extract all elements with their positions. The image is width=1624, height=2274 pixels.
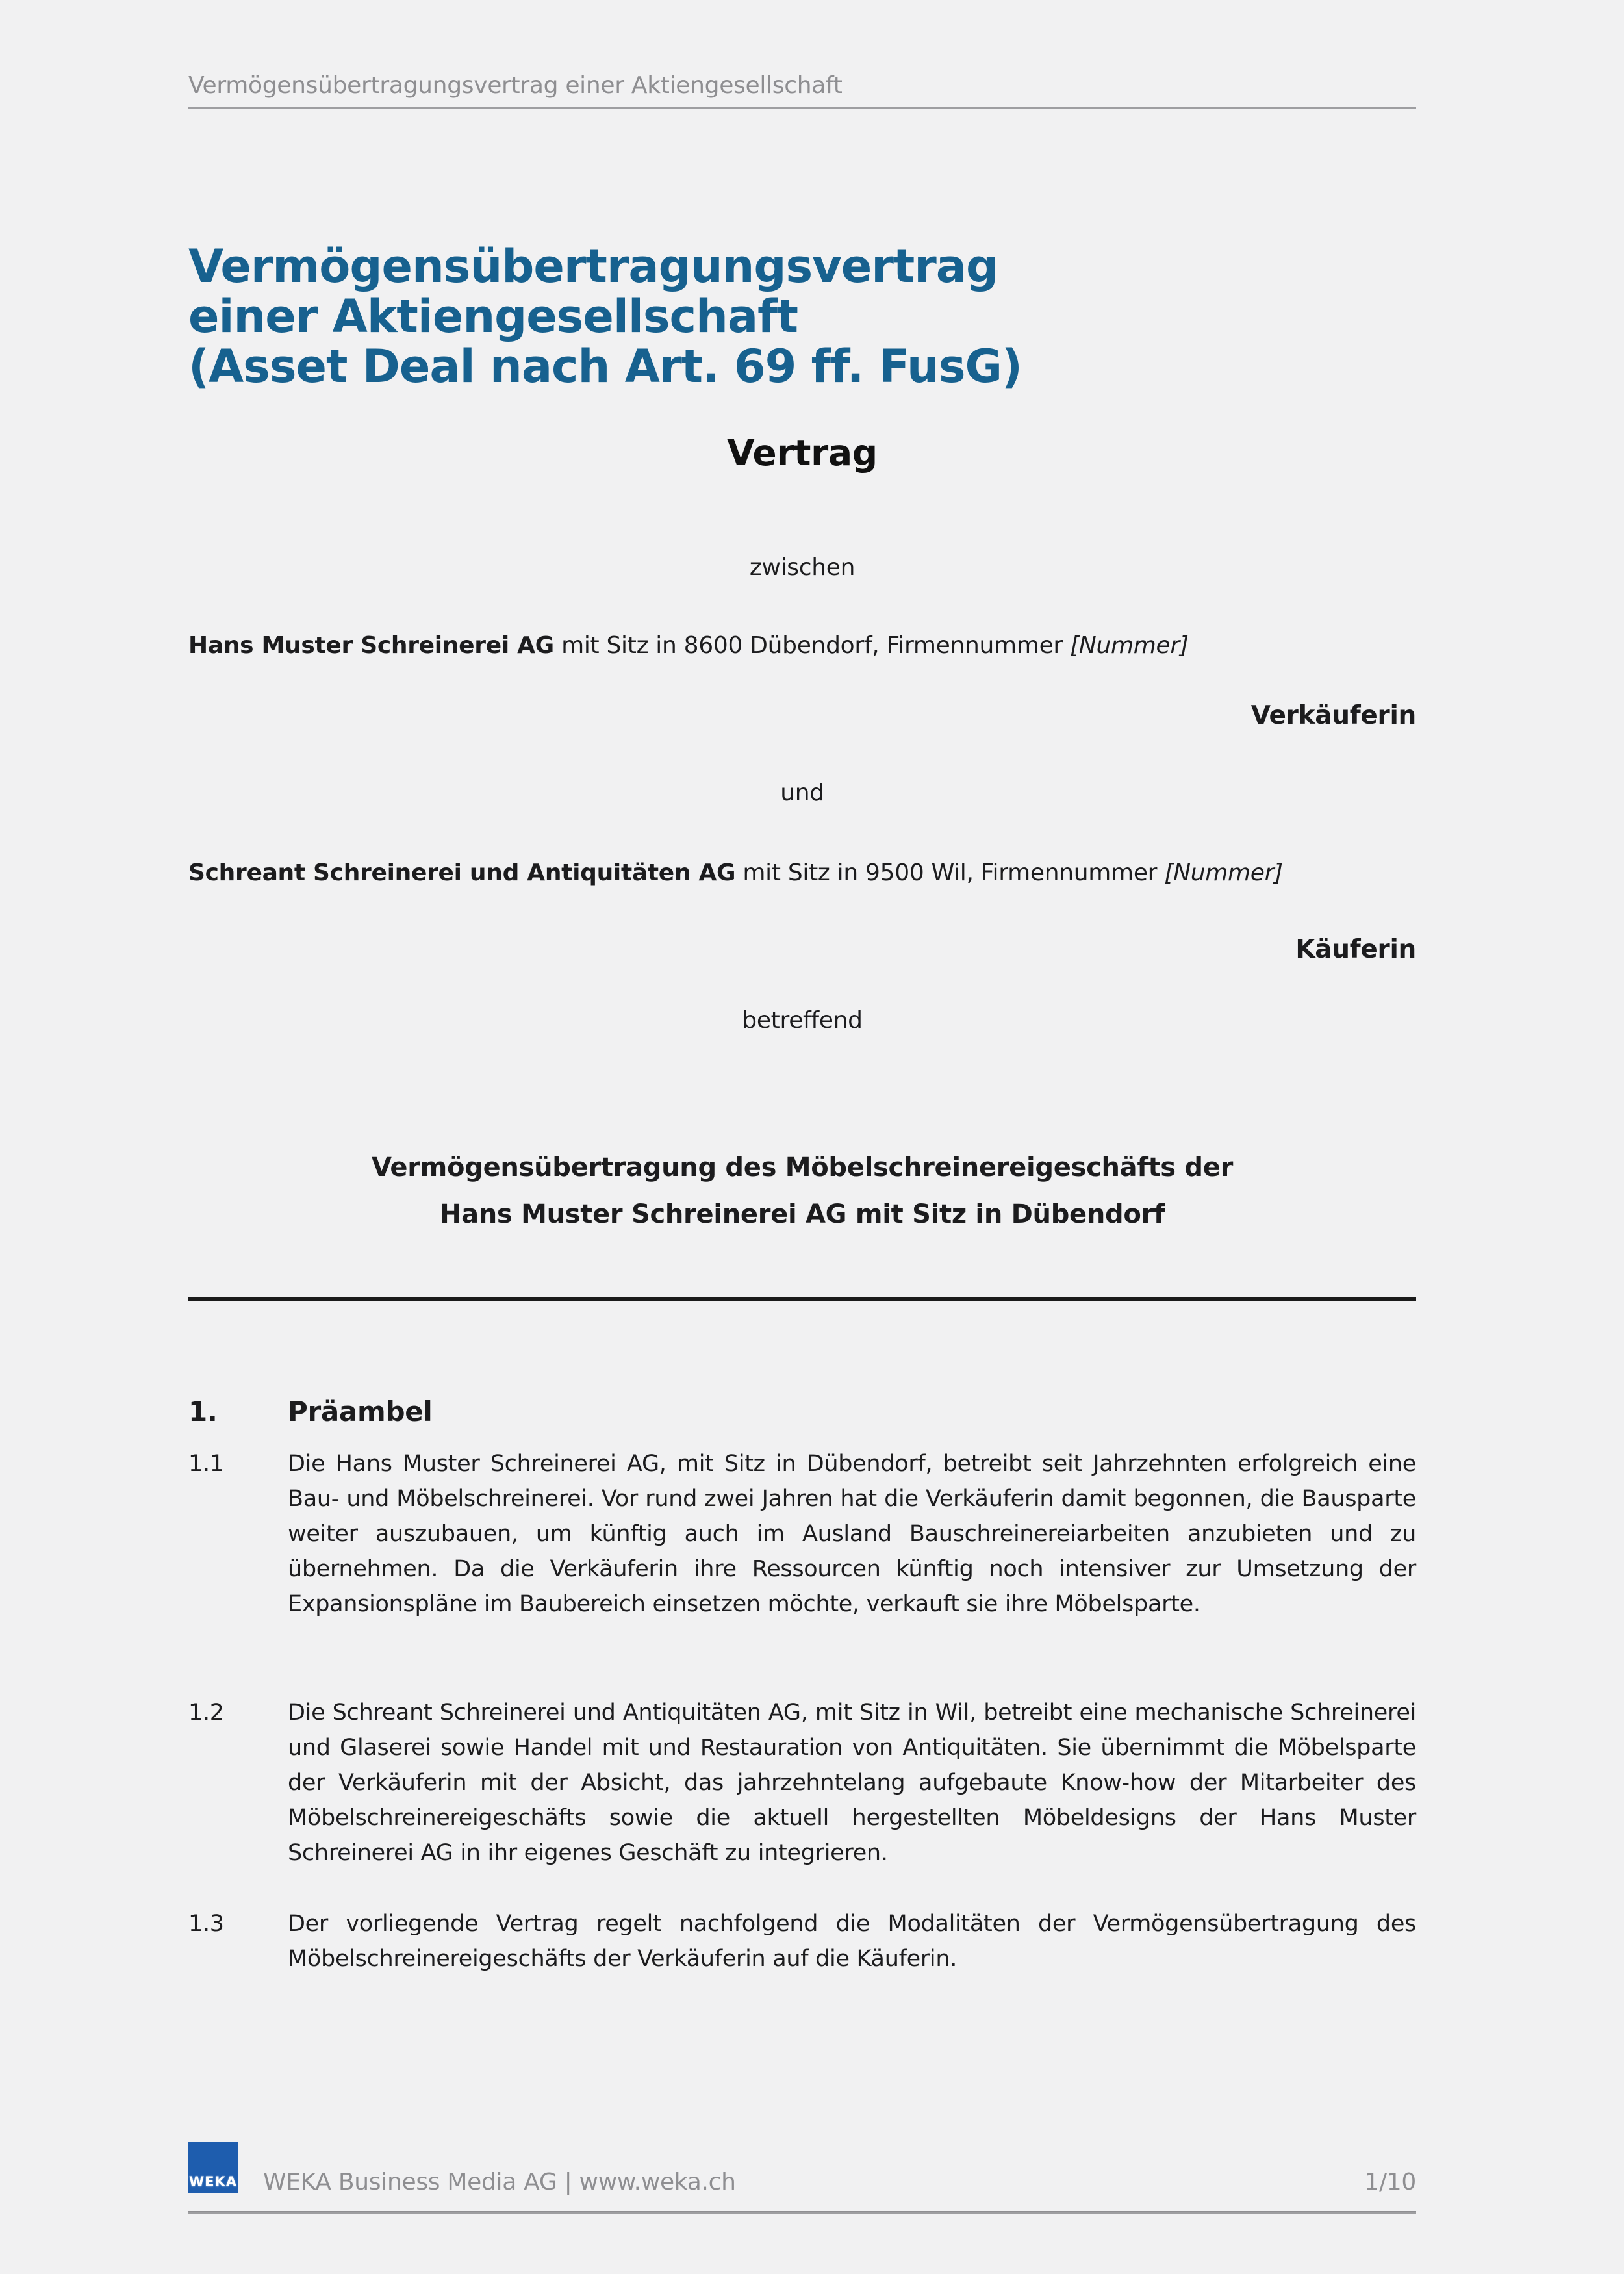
section-title: Präambel: [288, 1396, 433, 1427]
buyer-details: mit Sitz in 9500 Wil, Firmennummer: [735, 860, 1165, 886]
paragraph-number: 1.1: [188, 1451, 224, 1477]
section-heading: [188, 1396, 1416, 1427]
running-header-title: Vermögensübertragungsvertrag einer Aktiengesellschaft: [188, 72, 843, 99]
footer-page-number: 1/10: [1364, 2169, 1416, 2195]
paragraph-1-1: [188, 1446, 1416, 1622]
buyer-role-label: Käuferin: [1295, 935, 1416, 964]
subject-block: [188, 1144, 1416, 1238]
seller-details: mit Sitz in 8600 Dübendorf, Firmennummer: [553, 632, 1071, 659]
paragraph-1-3: [188, 1906, 1416, 1976]
paragraph-number: 1.3: [188, 1911, 224, 1937]
paragraph-text: Die Hans Muster Schreinerei AG, mit Sitz in Dübendorf, betreibt seit Jahrzehnten erfolgreich eine Bau- und Möbelschreinerei. Vor rund zwei Jahren hat die Verkäuferin damit begonnen, die Bausparte weiter auszubauen, um künftig auch im Ausland Bauschreinereiarbeiten anzubieten und zu übernehmen. Da die Verkäuferin ihre Ressourcen künftig noch intensiver zur Umsetzung der Expansionspläne im Baubereich einsetzen möchte, verkauft sie ihre Möbelsparte.: [288, 1451, 1416, 1617]
footer-divider: [188, 2211, 1416, 2214]
buyer-number-placeholder: [Nummer]: [1164, 860, 1283, 886]
document-title-line-3: (Asset Deal nach Art. 69 ff. FusG): [188, 340, 1022, 393]
seller-name: Hans Muster Schreinerei AG: [188, 632, 554, 659]
header-divider: [188, 107, 1416, 109]
seller-number-placeholder: [Nummer]: [1070, 632, 1189, 659]
buyer-name: Schreant Schreinerei und Antiquitäten AG: [188, 860, 736, 886]
document-title: [188, 242, 1416, 392]
contract-heading: Vertrag: [727, 432, 878, 474]
and-label: und: [780, 780, 824, 806]
party-seller-line: [188, 632, 1416, 659]
party-buyer-line: [188, 860, 1416, 886]
document-title-line-1: Vermögensübertragungsvertrag: [188, 240, 998, 293]
document-title-line-2: einer Aktiengesellschaft: [188, 290, 798, 343]
subject-divider: [188, 1297, 1416, 1301]
paragraph-number: 1.2: [188, 1700, 224, 1726]
subject-line-2: Hans Muster Schreinerei AG mit Sitz in Dübendorf: [439, 1199, 1165, 1229]
subject-line-1: Vermögensübertragung des Möbelschreinereigeschäfts der: [371, 1153, 1234, 1182]
footer-company: WEKA Business Media AG | www.weka.ch: [263, 2169, 736, 2195]
regarding-label: betreffend: [742, 1007, 863, 1034]
section-number: 1.: [188, 1396, 218, 1427]
paragraph-text: Die Schreant Schreinerei und Antiquitäten AG, mit Sitz in Wil, betreibt eine mechanische Schreinerei und Glaserei sowie Handel mit und Restauration von Antiquitäten. Sie übernimmt die Möbelsparte der Verkäuferin mit der Absicht, das jahrzehntelang aufgebaute Know-how der Mitarbeiter des Möbelschreinereigeschäfts sowie die aktuell hergestellten Möbeldesigns der Hans Muster Schreinerei AG in ihr eigenes Geschäft zu integrieren.: [288, 1700, 1416, 1866]
paragraph-1-2: [188, 1695, 1416, 1871]
paragraph-text: Der vorliegende Vertrag regelt nachfolgend die Modalitäten der Vermögensübertragung des Möbelschreinereigeschäfts der Verkäuferin auf die Käuferin.: [288, 1911, 1416, 1972]
between-label: zwischen: [749, 554, 856, 581]
weka-logo-text: WEKA: [188, 2174, 238, 2190]
seller-role-label: Verkäuferin: [1250, 701, 1416, 730]
